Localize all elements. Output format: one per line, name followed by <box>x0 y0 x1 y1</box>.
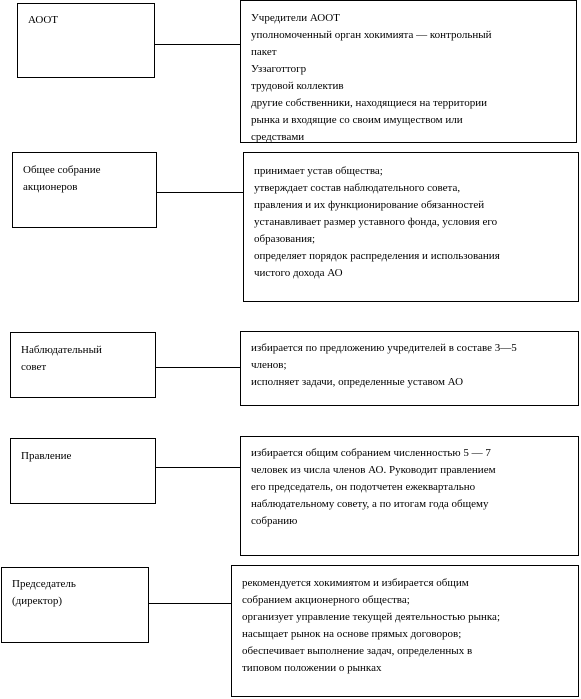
description-line: чистого дохода АО <box>254 267 343 279</box>
description-line: рынка и входящие со своим имуществом или <box>251 114 463 126</box>
description-line: принимает устав общества; <box>254 165 383 177</box>
description-box-chairman <box>231 565 579 697</box>
description-line: членов; <box>251 359 287 371</box>
entity-title-line: (директор) <box>12 595 63 607</box>
description-line: его председатель, он подотчетен ежеквартально <box>251 481 476 493</box>
connector-line <box>155 44 240 45</box>
entity-box-aoot <box>17 3 155 78</box>
connector-line <box>149 603 231 604</box>
description-line: Уззаготтогр <box>251 63 307 75</box>
entity-title-line: совет <box>21 361 47 373</box>
description-line: избирается общим собранием численностью 5 — 7 <box>251 447 491 459</box>
description-line: организует управление текущей деятельностью рынка; <box>242 611 501 623</box>
description-line: типовом положении о рынках <box>242 662 382 674</box>
connector-line <box>156 467 240 468</box>
description-line: трудовой коллектив <box>251 80 344 92</box>
description-line: рекомендуется хокимиятом и избирается общим <box>242 577 469 589</box>
description-line: другие собственники, находящиеся на территории <box>251 97 487 109</box>
description-line: избирается по предложению учредителей в составе 3—5 <box>251 342 517 354</box>
entity-title-line: акционеров <box>23 181 78 193</box>
description-line: утверждает состав наблюдательного совета, <box>254 182 461 194</box>
description-line: образования; <box>254 233 316 245</box>
connector-line <box>157 192 243 193</box>
description-box-supervisory-board <box>240 331 579 406</box>
description-line: человек из числа членов АО. Руководит правлением <box>251 464 496 476</box>
description-line: наблюдательному совету, а по итогам года общему <box>251 498 489 510</box>
description-line: собранию <box>251 515 298 527</box>
description-line: пакет <box>251 46 277 58</box>
entity-title-line: Председатель <box>12 578 76 590</box>
description-line: средствами <box>251 131 305 143</box>
description-box-aoot <box>240 0 577 143</box>
entity-title-line: Наблюдательный <box>21 344 102 356</box>
description-line: обеспечивает выполнение задач, определенных в <box>242 645 473 657</box>
description-line: правления и их функционирование обязанностей <box>254 199 485 211</box>
entity-box-supervisory-board <box>10 332 156 398</box>
description-line: насыщает рынок на основе прямых договоров; <box>242 628 462 640</box>
description-box-general-meeting <box>243 152 579 302</box>
entity-title-line: Общее собрание <box>23 164 101 176</box>
description-line: собранием акционерного общества; <box>242 594 410 606</box>
entity-box-management-board <box>10 438 156 504</box>
description-line: Учредители АООТ <box>251 12 340 24</box>
entity-title: Правление <box>21 450 72 462</box>
entity-box-chairman <box>1 567 149 643</box>
entity-title: АООТ <box>28 14 59 26</box>
description-box-management-board <box>240 436 579 556</box>
description-line: уполномоченный орган хокимията — контрольный <box>251 29 492 41</box>
description-line: определяет порядок распределения и использования <box>254 250 500 262</box>
description-line: исполняет задачи, определенные уставом АО <box>251 376 464 388</box>
entity-box-general-meeting <box>12 152 157 228</box>
description-line: устанавливает размер уставного фонда, условия его <box>254 216 498 228</box>
connector-line <box>156 367 240 368</box>
